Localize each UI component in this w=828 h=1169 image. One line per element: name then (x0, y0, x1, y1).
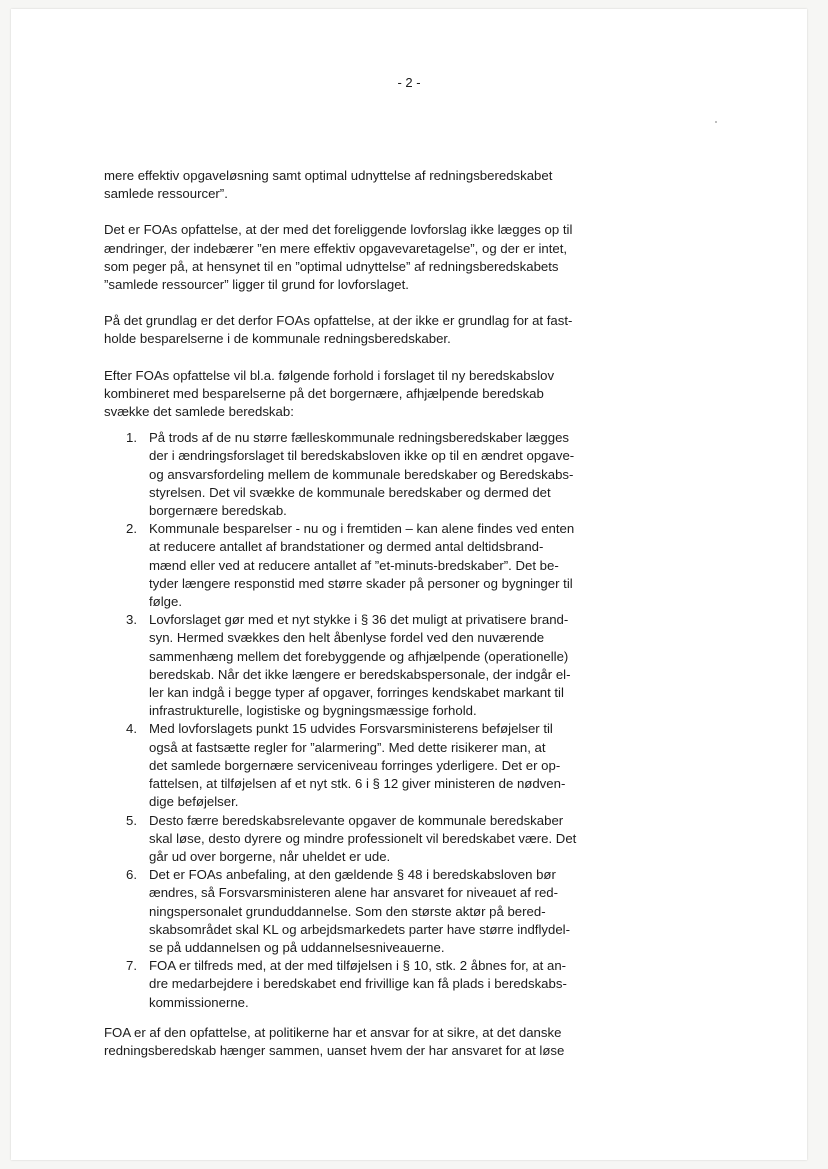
text-line: Kommunale besparelser - nu og i fremtiden – kan alene findes ved enten (149, 521, 575, 537)
text-line: se på uddannelsen og på uddannelsesniveauerne. (149, 939, 445, 955)
list-item (104, 429, 604, 520)
text-line: holde besparelserne i de kommunale redningsberedskaber. (104, 331, 451, 347)
list-item (104, 812, 604, 867)
list-number: 1. (126, 430, 137, 446)
scan-speck (715, 121, 717, 123)
text-line: ændringer, der indebærer ”en mere effektiv opgavevaretagelse”, og der er intet, (104, 240, 568, 256)
text-line: skabsområdet skal KL og arbejdsmarkedets parter have større indflydel- (149, 921, 570, 937)
list-item (104, 866, 604, 957)
text-line: tyder længere responstid med større skader på personer og bygninger til (149, 575, 573, 591)
text-line: På det grundlag er det derfor FOAs opfattelse, at der ikke er grundlag for at fast- (104, 313, 573, 329)
body-text (104, 167, 604, 1060)
text-line: syn. Hermed svækkes den helt åbenlyse fordel ved den nuværende (149, 630, 545, 646)
text-line: infrastrukturelle, logistiske og bygningsmæssige forhold. (149, 703, 477, 719)
text-line: ændres, så Forsvarsministeren alene har ansvaret for niveauet af red- (149, 885, 559, 901)
list-number: 7. (126, 958, 137, 974)
text-line: kombineret med besparelserne på det borgernære, afhjælpende beredskab (104, 385, 544, 401)
list-number: 4. (126, 721, 137, 737)
list-number: 2. (126, 521, 137, 537)
text-line: som peger på, at hensynet til en ”optimal udnyttelse” af redningsberedskabets (104, 258, 559, 274)
list-number: 3. (126, 612, 137, 628)
list-item (104, 720, 604, 811)
text-line: Det er FOAs opfattelse, at der med det foreliggende lovforslag ikke lægges op til (104, 222, 573, 238)
paragraph (104, 167, 604, 203)
text-line: fattelsen, at tilføjelsen af et nyt stk. 6 i § 12 giver ministeren de nødven- (149, 776, 566, 792)
paragraph (104, 1024, 604, 1060)
text-line: Efter FOAs opfattelse vil bl.a. følgende forhold i forslaget til ny beredskabslov (104, 367, 555, 383)
list-number: 6. (126, 867, 137, 883)
paragraph (104, 367, 604, 422)
text-line: mænd eller ved at reducere antallet af ”et-minuts-bredskaber”. Det be- (149, 557, 559, 573)
text-line: redningsberedskab hænger sammen, uanset hvem der har ansvaret for at løse (104, 1042, 565, 1058)
text-line: ”samlede ressourcer” ligger til grund for lovforslaget. (104, 277, 409, 293)
document-page (11, 9, 807, 1160)
text-line: styrelsen. Det vil svække de kommunale beredskaber og dermed det (149, 484, 551, 500)
page-number: - 2 - (397, 75, 421, 90)
paragraph (104, 221, 604, 294)
text-line: følge. (149, 594, 182, 610)
text-line: det samlede borgernære serviceniveau forringes yderligere. Det er op- (149, 757, 561, 773)
text-line: går ud over borgerne, når uheldet er ude. (149, 848, 391, 864)
text-line: Det er FOAs anbefaling, at den gældende § 48 i beredskabsloven bør (149, 867, 556, 883)
list-item (104, 520, 604, 611)
text-line: borgernære beredskab. (149, 503, 287, 519)
text-line: FOA er af den opfattelse, at politikerne har et ansvar for at sikre, at det danske (104, 1024, 562, 1040)
text-line: der i ændringsforslaget til beredskabsloven ikke op til en ændret opgave- (149, 448, 575, 464)
text-line: På trods af de nu større fælleskommunale redningsberedskaber lægges (149, 430, 570, 446)
list-number: 5. (126, 812, 137, 828)
text-line: Lovforslaget gør med et nyt stykke i § 36 det muligt at privatisere brand- (149, 612, 569, 628)
text-line: samlede ressourcer”. (104, 186, 228, 202)
text-line: ler kan indgå i begge typer af opgaver, forringes kendskabet markant til (149, 685, 564, 701)
text-line: svække det samlede beredskab: (104, 404, 294, 420)
list-item (104, 957, 604, 1012)
text-line: FOA er tilfreds med, at der med tilføjelsen i § 10, stk. 2 åbnes for, at an- (149, 958, 567, 974)
text-line: Med lovforslagets punkt 15 udvides Forsvarsministerens beføjelser til (149, 721, 553, 737)
text-line: at reducere antallet af brandstationer og dermed antal deltidsbrand- (149, 539, 544, 555)
text-line: Desto færre beredskabsrelevante opgaver de kommunale beredskaber (149, 812, 564, 828)
text-line: dre medarbejdere i beredskabet end frivillige kan få plads i beredskabs- (149, 976, 567, 992)
text-line: dige beføjelser. (149, 794, 239, 810)
numbered-list (104, 429, 604, 1012)
list-item (104, 611, 604, 720)
text-line: sammenhæng mellem det forebyggende og afhjælpende (operationelle) (149, 648, 569, 664)
text-line: ningspersonalet grunduddannelse. Som den største aktør på bered- (149, 903, 546, 919)
text-line: kommissionerne. (149, 994, 249, 1010)
text-line: og ansvarsfordeling mellem de kommunale beredskaber og Beredskabs- (149, 466, 574, 482)
paragraph (104, 312, 604, 348)
text-line: skal løse, desto dyrere og mindre professionelt vil beredskabet være. Det (149, 830, 577, 846)
text-line: også at fastsætte regler for ”alarmering”. Med dette risikerer man, at (149, 739, 546, 755)
text-line: mere effektiv opgaveløsning samt optimal udnyttelse af redningsberedskabet (104, 168, 553, 183)
text-line: beredskab. Når det ikke længere er beredskabspersonale, der indgår el- (149, 666, 571, 682)
